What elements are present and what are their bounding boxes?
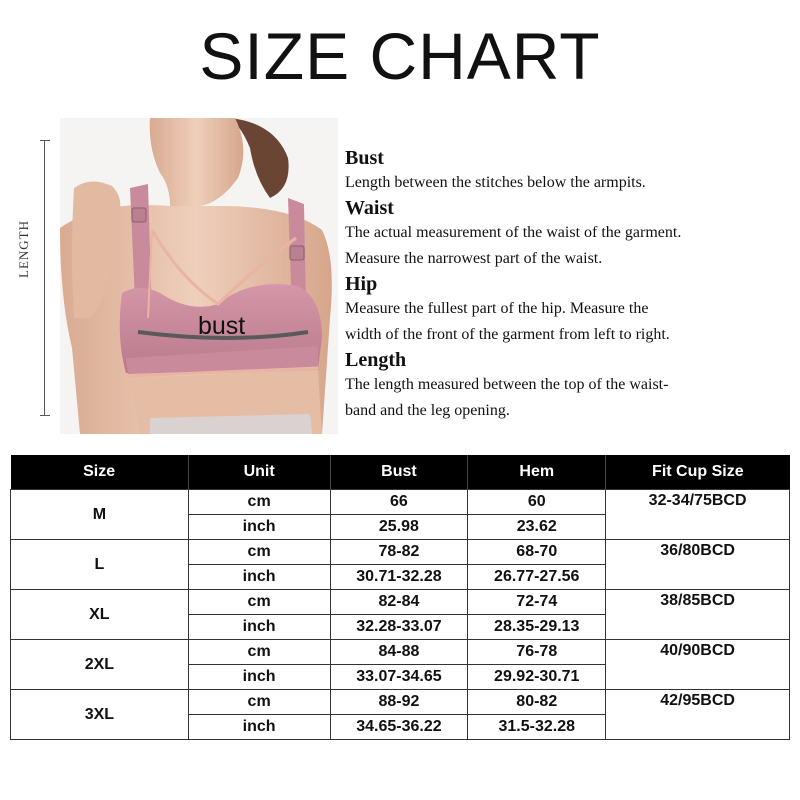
bust-cell: 78-82 bbox=[330, 540, 468, 565]
hem-cell: 26.77-27.56 bbox=[468, 565, 606, 590]
hem-cell: 72-74 bbox=[468, 590, 606, 615]
table-row bbox=[11, 640, 790, 665]
size-cell: XL bbox=[11, 590, 189, 640]
definition-text: Length between the stitches below the armpits. bbox=[345, 174, 646, 191]
cup-size-cell: 42/95BCD bbox=[606, 690, 790, 740]
table-row bbox=[11, 490, 790, 515]
unit-cell: inch bbox=[188, 665, 330, 690]
bust-cell: 34.65-36.22 bbox=[330, 715, 468, 740]
hem-cell: 23.62 bbox=[468, 515, 606, 540]
bust-cell: 30.71-32.28 bbox=[330, 565, 468, 590]
page-title: SIZE CHART bbox=[199, 19, 601, 93]
hem-cell: 28.35-29.13 bbox=[468, 615, 606, 640]
table-row bbox=[11, 540, 790, 565]
bust-cell: 32.28-33.07 bbox=[330, 615, 468, 640]
column-header-fit-cup-size: Fit Cup Size bbox=[606, 455, 790, 490]
unit-cell: inch bbox=[188, 515, 330, 540]
hem-cell: 60 bbox=[468, 490, 606, 515]
size-table bbox=[10, 455, 790, 740]
unit-cell: cm bbox=[188, 640, 330, 665]
size-cell: 2XL bbox=[11, 640, 189, 690]
size-cell: M bbox=[11, 490, 189, 540]
definition-term-waist: Waist bbox=[345, 197, 394, 219]
unit-cell: cm bbox=[188, 490, 330, 515]
hem-cell: 29.92-30.71 bbox=[468, 665, 606, 690]
definition-term-length: Length bbox=[345, 349, 407, 371]
column-header-size: Size bbox=[11, 455, 189, 490]
hem-cell: 68-70 bbox=[468, 540, 606, 565]
cup-size-cell: 32-34/75BCD bbox=[606, 490, 790, 540]
unit-cell: cm bbox=[188, 590, 330, 615]
product-photo bbox=[60, 118, 338, 434]
table-row bbox=[11, 690, 790, 715]
definition-text: width of the front of the garment from left to right. bbox=[345, 326, 670, 343]
size-cell: L bbox=[11, 540, 189, 590]
cup-size-cell: 36/80BCD bbox=[606, 540, 790, 590]
bust-cell: 66 bbox=[330, 490, 468, 515]
definition-term-bust: Bust bbox=[345, 147, 384, 169]
bust-cell: 84-88 bbox=[330, 640, 468, 665]
size-cell: 3XL bbox=[11, 690, 189, 740]
bust-cell: 25.98 bbox=[330, 515, 468, 540]
bust-label: bust bbox=[198, 312, 246, 340]
unit-cell: inch bbox=[188, 565, 330, 590]
column-header-unit: Unit bbox=[188, 455, 330, 490]
definition-text: The length measured between the top of the waist- bbox=[345, 376, 669, 393]
column-header-hem: Hem bbox=[468, 455, 606, 490]
definition-text: The actual measurement of the waist of the garment. bbox=[345, 224, 682, 241]
unit-cell: cm bbox=[188, 540, 330, 565]
hem-cell: 80-82 bbox=[468, 690, 606, 715]
cup-size-cell: 40/90BCD bbox=[606, 640, 790, 690]
definition-text: band and the leg opening. bbox=[345, 402, 510, 419]
definition-text: Measure the fullest part of the hip. Measure the bbox=[345, 300, 649, 317]
table-row bbox=[11, 590, 790, 615]
measurement-definitions bbox=[345, 146, 795, 424]
unit-cell: cm bbox=[188, 690, 330, 715]
unit-cell: inch bbox=[188, 715, 330, 740]
bust-cell: 88-92 bbox=[330, 690, 468, 715]
unit-cell: inch bbox=[188, 615, 330, 640]
definition-term-hip: Hip bbox=[345, 273, 378, 295]
bust-cell: 82-84 bbox=[330, 590, 468, 615]
hem-cell: 76-78 bbox=[468, 640, 606, 665]
hem-cell: 31.5-32.28 bbox=[468, 715, 606, 740]
table-header-row bbox=[11, 455, 790, 490]
length-label: LENGTH bbox=[16, 220, 31, 278]
length-measure-indicator bbox=[40, 140, 50, 416]
cup-size-cell: 38/85BCD bbox=[606, 590, 790, 640]
column-header-bust: Bust bbox=[330, 455, 468, 490]
bust-cell: 33.07-34.65 bbox=[330, 665, 468, 690]
definition-text: Measure the narrowest part of the waist. bbox=[345, 250, 603, 267]
bra-illustration bbox=[60, 118, 338, 434]
